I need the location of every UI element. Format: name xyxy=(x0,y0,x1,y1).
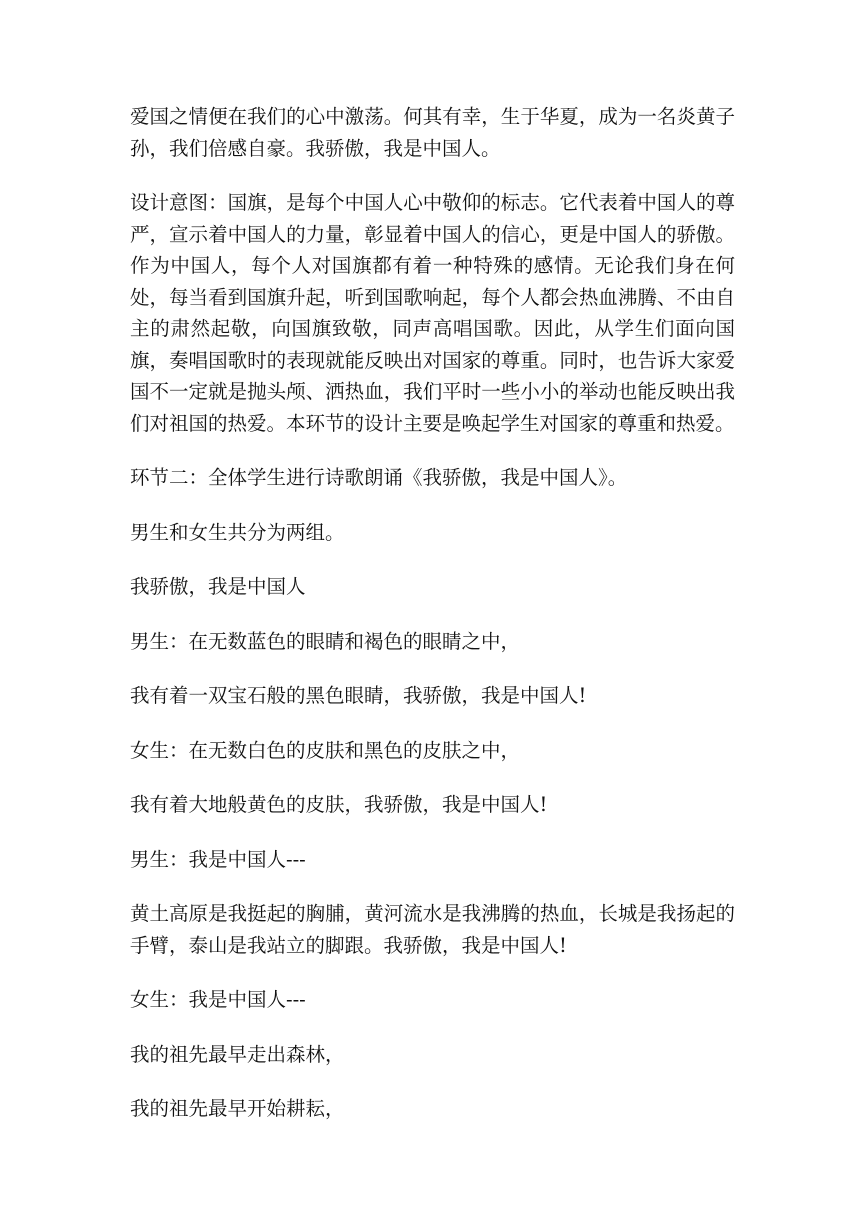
poem-line-boys-1: 男生：在无数蓝色的眼睛和褐色的眼睛之中， xyxy=(130,629,521,653)
paragraph-group-split: 男生和女生共分为两组。 xyxy=(130,520,345,544)
paragraph-design-intent: 设计意图：国旗，是每个中国人心中敬仰的标志。它代表着中国人的尊严，宣示着中国人的力量，彰显着中国人的信心，更是中国人的骄傲。作为中国人，每个人对国旗都有着一种特殊的感情。无论我们身在何处，每当看到国旗升起，听到国歌响起，每个人都会热血沸腾、不由自主的肃然起敬，向国旗致敬，同声高唱国歌。因此，从学生们面向国旗，奏唱国歌时的表现就能反映出对国家的尊重。同时，也告诉大家爱国不一定就是抛头颅、洒热血，我们平时一些小小的举动也能反映出我们对祖国的热爱。本环节的设计主要是唤起学生对国家的尊重和热爱。 xyxy=(130,191,735,435)
poem-line-boys-2: 我有着一双宝石般的黑色眼睛，我骄傲，我是中国人! xyxy=(130,684,587,707)
poem-line-girls-2: 我有着大地般黄色的皮肤，我骄傲，我是中国人! xyxy=(130,793,548,816)
poem-line-girls-3: 女生：我是中国人--- xyxy=(130,988,306,1011)
poem-line-boys-4: 黄土高原是我挺起的胸脯，黄河流水是我沸腾的热血，长城是我扬起的手臂，泰山是我站立的脚跟。我骄傲，我是中国人! xyxy=(130,902,735,957)
poem-title: 我骄傲，我是中国人 xyxy=(130,575,306,598)
poem-line-boys-3: 男生：我是中国人--- xyxy=(130,847,306,871)
poem-line-girls-4: 我的祖先最早走出森林， xyxy=(130,1042,345,1066)
poem-line-girls-1: 女生：在无数白色的皮肤和黑色的皮肤之中， xyxy=(130,738,521,762)
paragraph-intro-pride: 爱国之情便在我们的心中激荡。何其有幸，生于华夏，成为一名炎黄子孙，我们倍感自豪。我骄傲，我是中国人。 xyxy=(130,105,735,160)
poem-line-girls-5: 我的祖先最早开始耕耘， xyxy=(130,1097,345,1120)
document-body xyxy=(130,101,735,1148)
paragraph-section-two-heading: 环节二：全体学生进行诗歌朗诵《我骄傲，我是中国人》。 xyxy=(130,466,628,489)
